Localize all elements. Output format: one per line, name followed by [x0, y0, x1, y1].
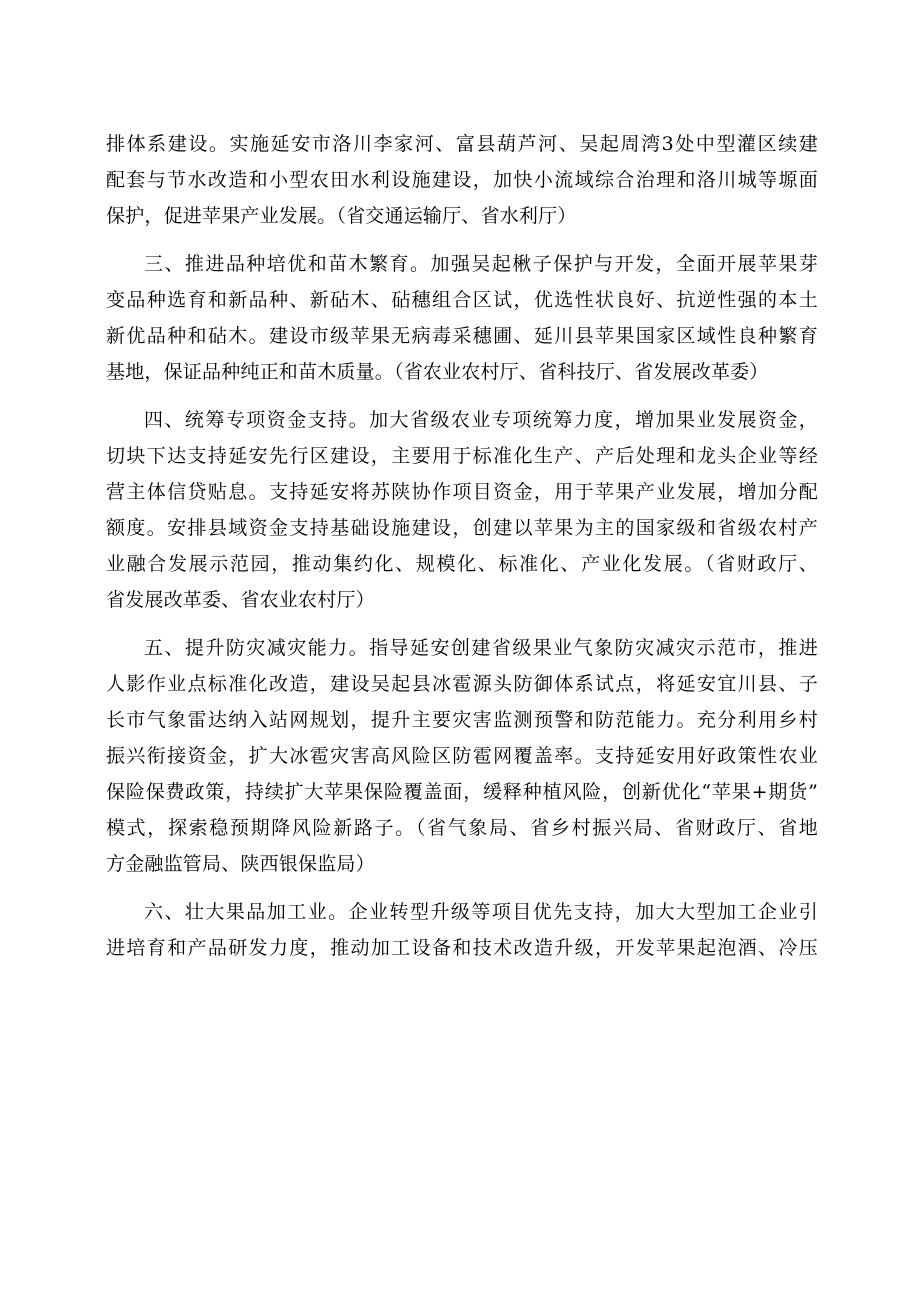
text-line: 四、统筹专项资金支持。加大省级农业专项统筹力度，增加果业发展资金，: [144, 409, 818, 431]
text-line: 五、提升防灾减灾能力。指导延安创建省级果业气象防灾减灾示范市，推进: [144, 637, 818, 659]
text-line: 进培育和产品研发力度，推动加工设备和技术改造升级，开发苹果起泡酒、冷压: [106, 937, 818, 959]
text-line: 营主体信贷贴息。支持延安将苏陕协作项目资金，用于苹果产业发展，增加分配: [106, 481, 818, 503]
text-line: 保护，促进苹果产业发展。（省交通运输厅、省水利厅）: [106, 205, 577, 227]
text-line: 排体系建设。实施延安市洛川李家河、富县葫芦河、吴起周湾3处中型灌区续建: [106, 133, 818, 155]
document-body: [106, 126, 818, 966]
text-line: 配套与节水改造和小型农田水利设施建设，加快小流域综合治理和洛川城等塬面: [106, 169, 818, 191]
text-line: 新优品种和砧木。建设市级苹果无病毒采穗圃、延川县苹果国家区域性良种繁育: [106, 325, 818, 347]
text-line: 三、推进品种培优和苗木繁育。加强吴起楸子保护与开发，全面开展苹果芽: [144, 253, 818, 275]
text-line: 基地，保证品种纯正和苗木质量。（省农业农村厅、省科技厅、省发展改革委）: [106, 361, 769, 383]
paragraph-funding-support: [106, 402, 818, 618]
paragraph-drainage-irrigation: [106, 126, 818, 234]
text-line: 方金融监管局、陕西银保监局）: [106, 853, 375, 875]
text-line: 六、壮大果品加工业。企业转型升级等项目优先支持，加大大型加工企业引: [144, 901, 818, 923]
text-line: 振兴衔接资金，扩大冰雹灾害高风险区防雹网覆盖率。支持延安用好政策性农业: [106, 745, 818, 767]
text-line: 变品种选育和新品种、新砧木、砧穗组合区试，优选性状良好、抗逆性强的本土: [106, 289, 818, 311]
text-line: 人影作业点标准化改造，建设吴起县冰雹源头防御体系试点，将延安宜川县、子: [106, 673, 818, 695]
text-line: 长市气象雷达纳入站网规划，提升主要灾害监测预警和防范能力。充分利用乡村: [106, 709, 818, 731]
text-line: 省发展改革委、省农业农村厅）: [106, 589, 375, 611]
paragraph-disaster-prevention: [106, 630, 818, 882]
text-line: 模式，探索稳预期降风险新路子。（省气象局、省乡村振兴局、省财政厅、省地: [106, 817, 818, 839]
paragraph-variety-breeding: [106, 246, 818, 390]
text-line: 保险保费政策，持续扩大苹果保险覆盖面，缓释种植风险，创新优化“苹果+期货”: [106, 781, 818, 803]
paragraph-processing-industry: [106, 894, 818, 966]
text-line: 额度。安排县域资金支持基础设施建设，创建以苹果为主的国家级和省级农村产: [106, 517, 818, 539]
text-line: 业融合发展示范园，推动集约化、规模化、标准化、产业化发展。（省财政厅、: [106, 553, 818, 575]
text-line: 切块下达支持延安先行区建设，主要用于标准化生产、产后处理和龙头企业等经: [106, 445, 818, 467]
